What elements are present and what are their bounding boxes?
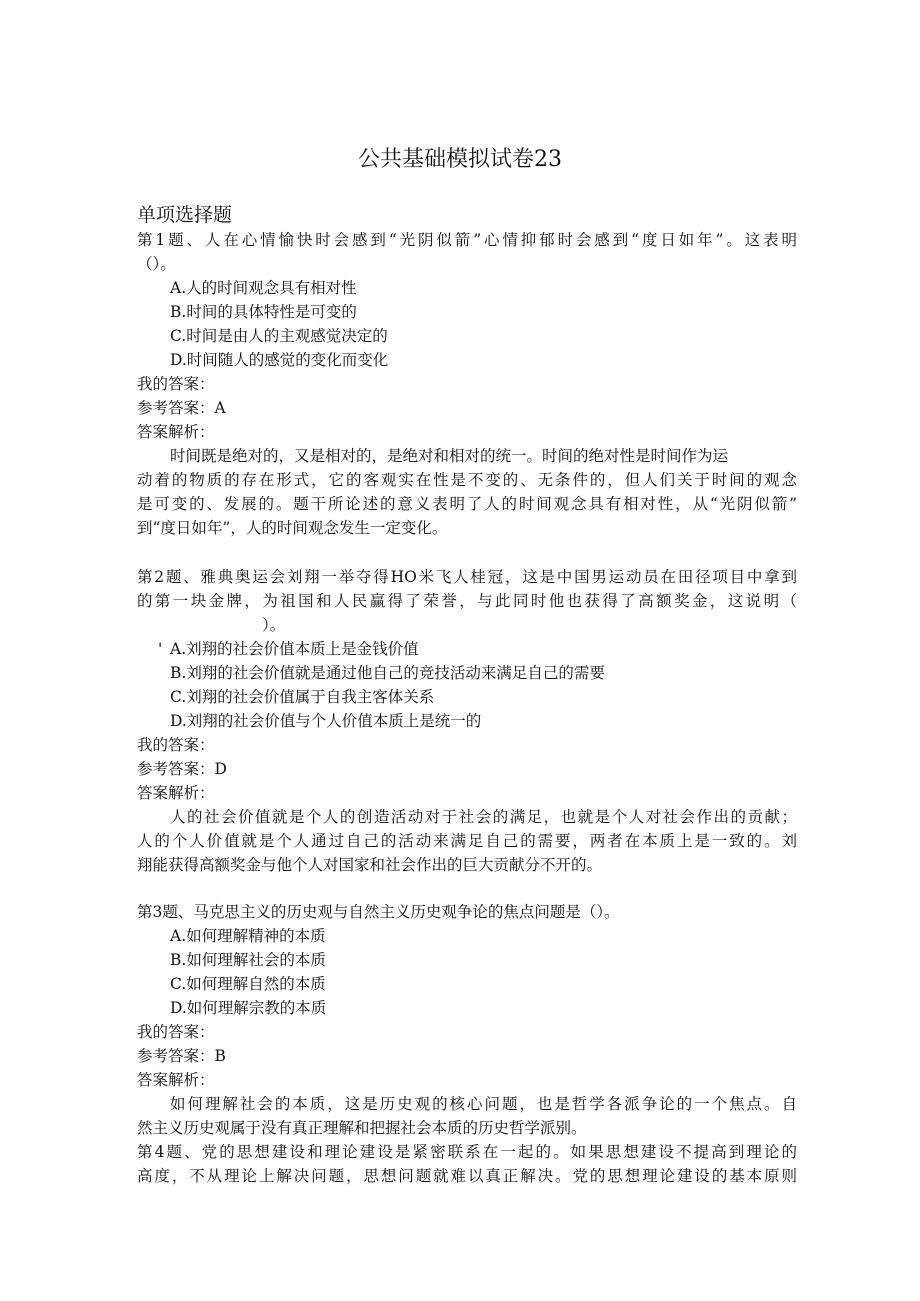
option-a: A.人的时间观念具有相对性 (170, 279, 357, 297)
question-2 (137, 565, 797, 877)
question-4 (137, 1140, 797, 1188)
option-d: D.时间随人的感觉的变化而变化 (170, 351, 389, 369)
my-answer-label: 我的答案： (137, 736, 215, 754)
analysis-line: 动着的物质的存在形式，它的客观实在性是不变的、无条件的，但人们关于时间的观念 (137, 471, 797, 489)
reference-answer-value: A (214, 399, 226, 417)
analysis-line: 然主义历史观属于没有真正理解和把握社会本质的历史哲学派别。 (137, 1119, 587, 1137)
analysis-line: 是可变的、发展的。题干所论述的意义表明了人的时间观念具有相对性，从“光阴似箭” (137, 495, 797, 513)
option-c: C.刘翔的社会价值属于自我主客体关系 (170, 688, 435, 706)
option-d: D.如何理解宗教的本质 (170, 999, 327, 1017)
option-a: A.如何理解精神的本质 (170, 927, 326, 945)
question-stem-line: 第3题、马克思主义的历史观与自然主义历史观争论的焦点问题是（）。 (137, 903, 620, 921)
analysis-line: 人的个人价值就是个人通过自己的活动来满足自己的需要，两者在本质上是一致的。刘 (137, 832, 797, 850)
question-stem-line: ）。 (262, 616, 286, 634)
question-stem-line: 第1题、人在心情愉快时会感到“光阴似箭”心情抑郁时会感到“度日如年”。这表明 (137, 231, 797, 249)
page-title: 公共基础模拟试卷23 (358, 147, 562, 172)
question-3 (137, 900, 797, 1140)
my-answer-label: 我的答案： (137, 375, 215, 393)
reference-answer-label: 参考答案： (137, 399, 215, 417)
reference-answer-label: 参考答案： (137, 760, 215, 778)
question-stem-line: （）。 (137, 255, 176, 273)
reference-answer-label: 参考答案： (137, 1047, 215, 1065)
option-b: B.刘翔的社会价值就是通过他自己的竞技活动来满足自己的需要 (170, 664, 605, 682)
analysis-label: 答案解析： (137, 423, 215, 441)
question-1 (137, 228, 797, 540)
option-b: B.如何理解社会的本质 (170, 951, 326, 969)
option-b: B.时间的具体特性是可变的 (170, 303, 357, 321)
option-c: C.时间是由人的主观感觉决定的 (170, 327, 388, 345)
analysis-line: 人的社会价值就是个人的创造活动对于社会的满足，也就是个人对社会作出的贡献； (170, 808, 797, 826)
question-stem-line: 高度，不从理论上解决问题，思想问题就难以真正解决。党的思想理论建设的基本原则 (137, 1167, 797, 1185)
option-a: ' A.刘翔的社会价值本质上是金钱价值 (158, 640, 419, 658)
reference-answer (137, 757, 797, 781)
question-stem-line: 第2题、雅典奥运会刘翔一举夺得HO米飞人桂冠，这是中国男运动员在田径项目中拿到 (137, 568, 797, 586)
analysis-label: 答案解析： (137, 784, 215, 802)
my-answer-label: 我的答案： (137, 1023, 215, 1041)
section-heading: 单项选择题 (137, 204, 233, 226)
reference-answer (137, 1044, 797, 1068)
analysis-line: 时间既是绝对的，又是相对的，是绝对和相对的统一。时间的绝对性是时间作为运 (170, 447, 729, 465)
analysis-line: 翔能获得高额奖金与他个人对国家和社会作出的巨大贡献分不开的。 (137, 856, 603, 874)
question-stem-line: 第4题、党的思想建设和理论建设是紧密联系在一起的。如果思想建设不提高到理论的 (137, 1143, 797, 1161)
reference-answer-value: D (214, 760, 227, 778)
analysis-label: 答案解析： (137, 1071, 215, 1089)
question-stem-line: 的第一块金牌，为祖国和人民赢得了荣誉，与此同时他也获得了高额奖金，这说明（ (137, 592, 797, 610)
option-c: C.如何理解自然的本质 (170, 975, 326, 993)
analysis-line: 如何理解社会的本质，这是历史观的核心问题，也是哲学各派争论的一个焦点。自 (170, 1095, 797, 1113)
option-d: D.刘翔的社会价值与个人价值本质上是统一的 (170, 712, 482, 730)
analysis-line: 到“度日如年”，人的时间观念发生一定变化。 (137, 519, 448, 537)
reference-answer-value: B (214, 1047, 226, 1065)
reference-answer (137, 396, 797, 420)
